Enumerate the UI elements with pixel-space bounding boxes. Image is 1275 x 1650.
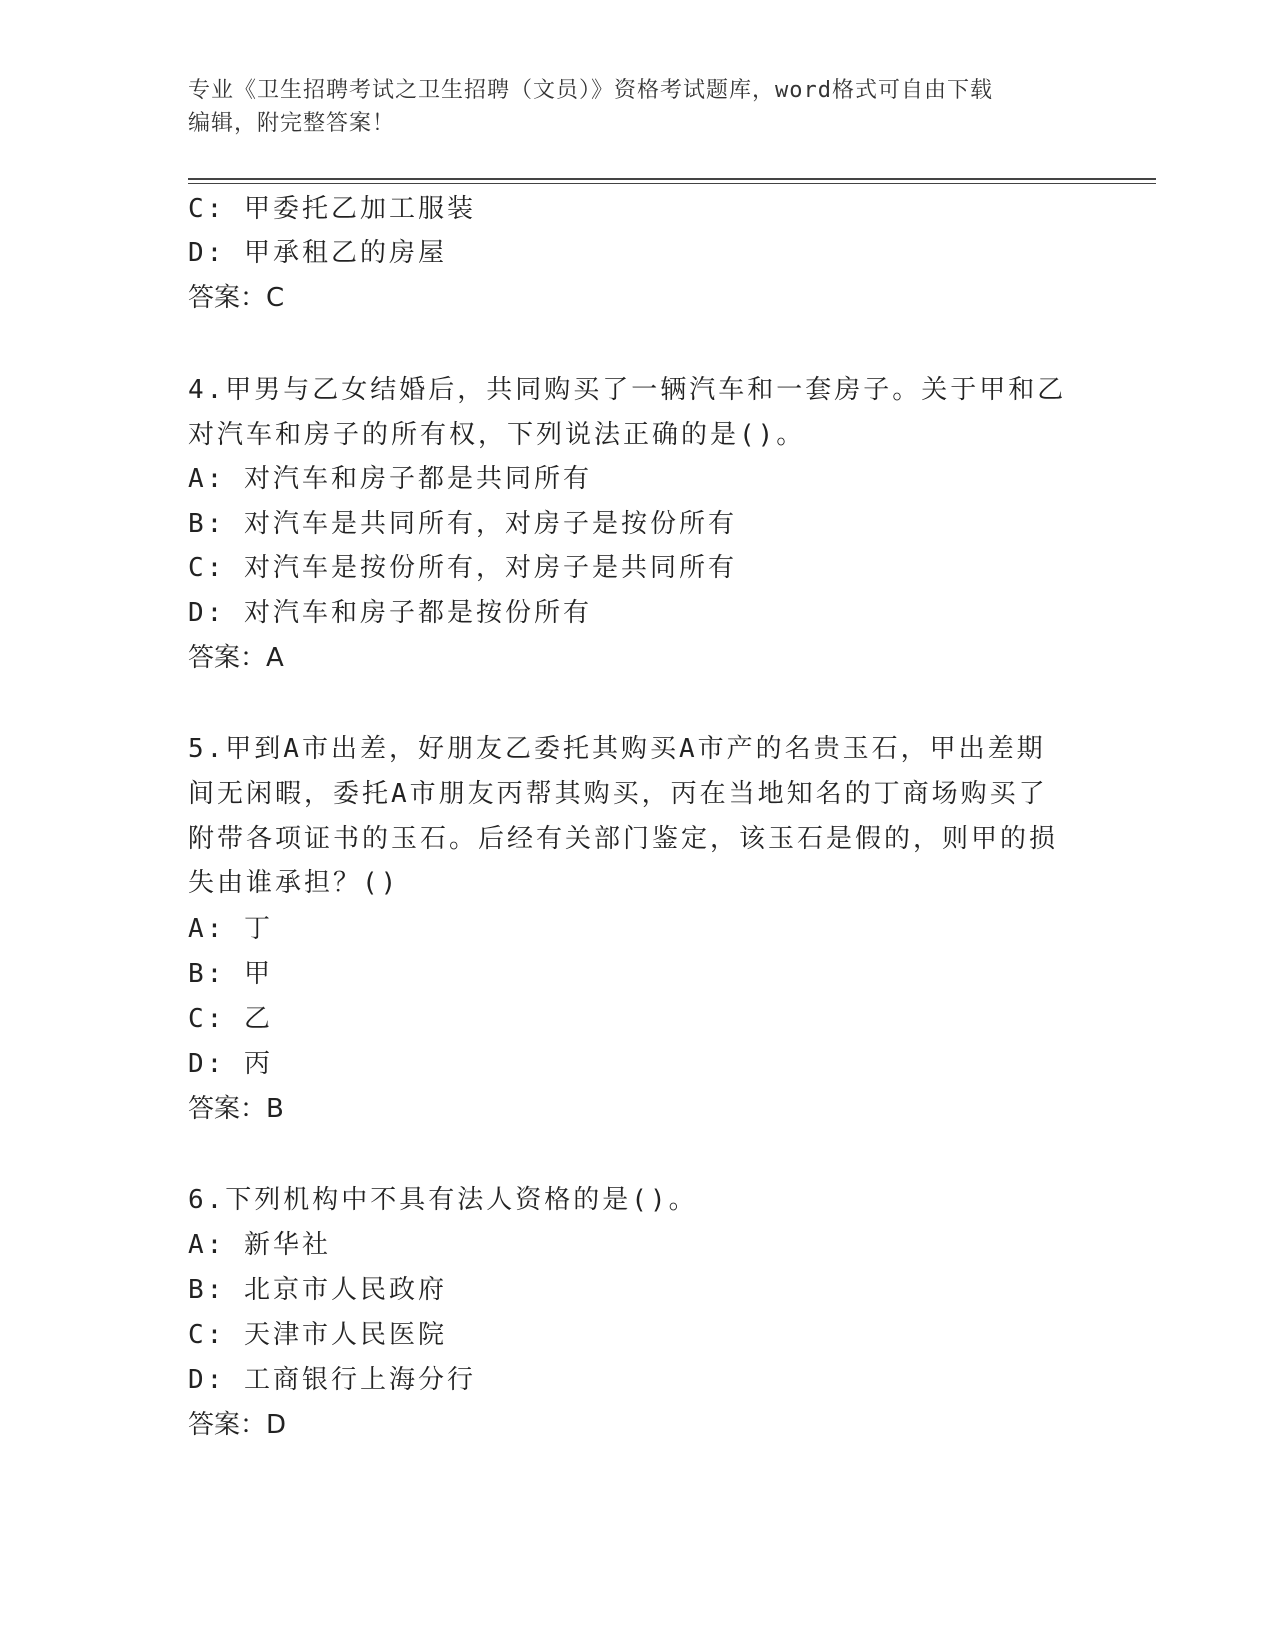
q5-option-d: D: 丙 <box>188 1049 273 1079</box>
q6-option-d: D: 工商银行上海分行 <box>188 1365 476 1395</box>
q4-option-b: B: 对汽车是共同所有，对房子是按份所有 <box>188 509 737 539</box>
q5-answer: 答案：B <box>188 1094 284 1124</box>
q3-answer: 答案：C <box>188 283 285 313</box>
q5-option-c: C: 乙 <box>188 1004 273 1034</box>
q5-stem-line-4: 失由谁承担？() <box>188 868 400 898</box>
q6-option-b: B: 北京市人民政府 <box>188 1275 447 1305</box>
q4-option-c: C: 对汽车是按份所有，对房子是共同所有 <box>188 553 737 583</box>
q6-answer: 答案：D <box>188 1410 287 1440</box>
q6-option-a: A: 新华社 <box>188 1230 331 1260</box>
q5-stem-line-3: 附带各项证书的玉石。后经有关部门鉴定，该玉石是假的，则甲的损 <box>188 824 1059 854</box>
q4-option-d: D: 对汽车和房子都是按份所有 <box>188 598 592 628</box>
q5-stem-line-1: 5.甲到A市出差，好朋友乙委托其购买A市产的名贵玉石，甲出差期 <box>188 734 1046 764</box>
q5-option-a: A: 丁 <box>188 914 273 944</box>
q6-option-c: C: 天津市人民医院 <box>188 1320 447 1350</box>
header-divider-thin <box>188 183 1156 184</box>
q4-option-a: A: 对汽车和房子都是共同所有 <box>188 464 592 494</box>
header-line-2: 编辑，附完整答案！ <box>188 111 396 136</box>
q4-stem-line-2: 对汽车和房子的所有权，下列说法正确的是()。 <box>188 420 806 450</box>
q5-stem-line-2: 间无闲暇，委托A市朋友丙帮其购买，丙在当地知名的丁商场购买了 <box>188 779 1048 809</box>
q3-option-c: C: 甲委托乙加工服装 <box>188 194 476 224</box>
header-line-1: 专业《卫生招聘考试之卫生招聘（文员）》资格考试题库，word格式可自由下载 <box>188 78 993 103</box>
q4-stem-line-1: 4.甲男与乙女结婚后，共同购买了一辆汽车和一套房子。关于甲和乙 <box>188 375 1067 405</box>
document-header <box>188 74 1088 140</box>
q3-option-d: D: 甲承租乙的房屋 <box>188 238 447 268</box>
q6-stem-line-1: 6.下列机构中不具有法人资格的是()。 <box>188 1185 698 1215</box>
q4-answer: 答案：A <box>188 643 284 673</box>
header-divider-thick <box>188 178 1156 180</box>
q5-option-b: B: 甲 <box>188 959 273 989</box>
